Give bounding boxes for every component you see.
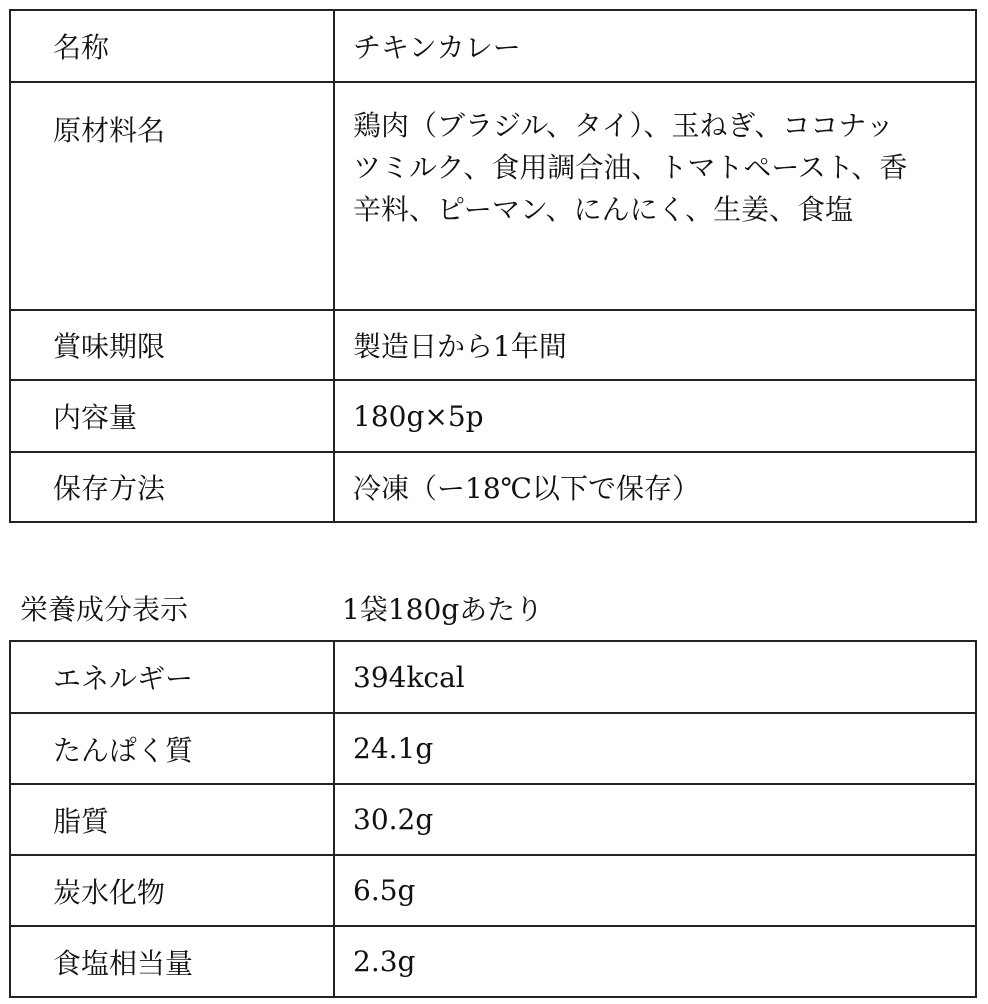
ingredients-value	[335, 83, 975, 309]
row-value: 394kcal	[353, 660, 465, 694]
row-label: 名称	[11, 11, 335, 81]
table-row-ingredients	[11, 81, 975, 309]
row-label: 炭水化物	[11, 856, 335, 925]
product-info-table	[9, 9, 977, 523]
row-value: 24.1g	[353, 732, 434, 765]
table-row	[11, 925, 975, 996]
table-row-expiry	[11, 309, 975, 379]
serving-size: 1袋180gあたり	[342, 593, 544, 626]
table-row-storage	[11, 451, 975, 521]
row-value: チキンカレー	[353, 31, 521, 64]
table-row-name	[11, 11, 975, 81]
table-row	[11, 854, 975, 925]
row-value: 冷凍（ー18℃以下で保存）	[353, 472, 700, 505]
row-label: エネルギー	[11, 642, 335, 712]
ingredients-line: 辛料、ピーマン、にんにく、生姜、食塩	[353, 193, 854, 226]
nutrition-title: 栄養成分表示	[20, 593, 189, 626]
row-label: 賞味期限	[11, 311, 335, 379]
row-label: 原材料名	[11, 83, 335, 309]
table-row	[11, 642, 975, 712]
nutrition-heading	[20, 588, 970, 628]
row-value: 180g×5p	[353, 399, 484, 433]
ingredients-line: 鶏肉（ブラジル、タイ）、玉ねぎ、ココナッ	[353, 109, 894, 142]
row-value: 2.3g	[353, 945, 416, 978]
ingredients-line: ツミルク、食用調合油、トマトペースト、香	[353, 151, 908, 184]
row-label: たんぱく質	[11, 714, 335, 783]
table-row-contents	[11, 379, 975, 451]
row-label: 食塩相当量	[11, 927, 335, 996]
row-label: 脂質	[11, 785, 335, 854]
row-value: 製造日から1年間	[353, 330, 567, 363]
row-label: 内容量	[11, 381, 335, 451]
row-label: 保存方法	[11, 453, 335, 521]
row-value: 6.5g	[353, 874, 416, 907]
table-row	[11, 712, 975, 783]
row-value: 30.2g	[353, 803, 434, 836]
table-row	[11, 783, 975, 854]
nutrition-table	[9, 640, 977, 998]
